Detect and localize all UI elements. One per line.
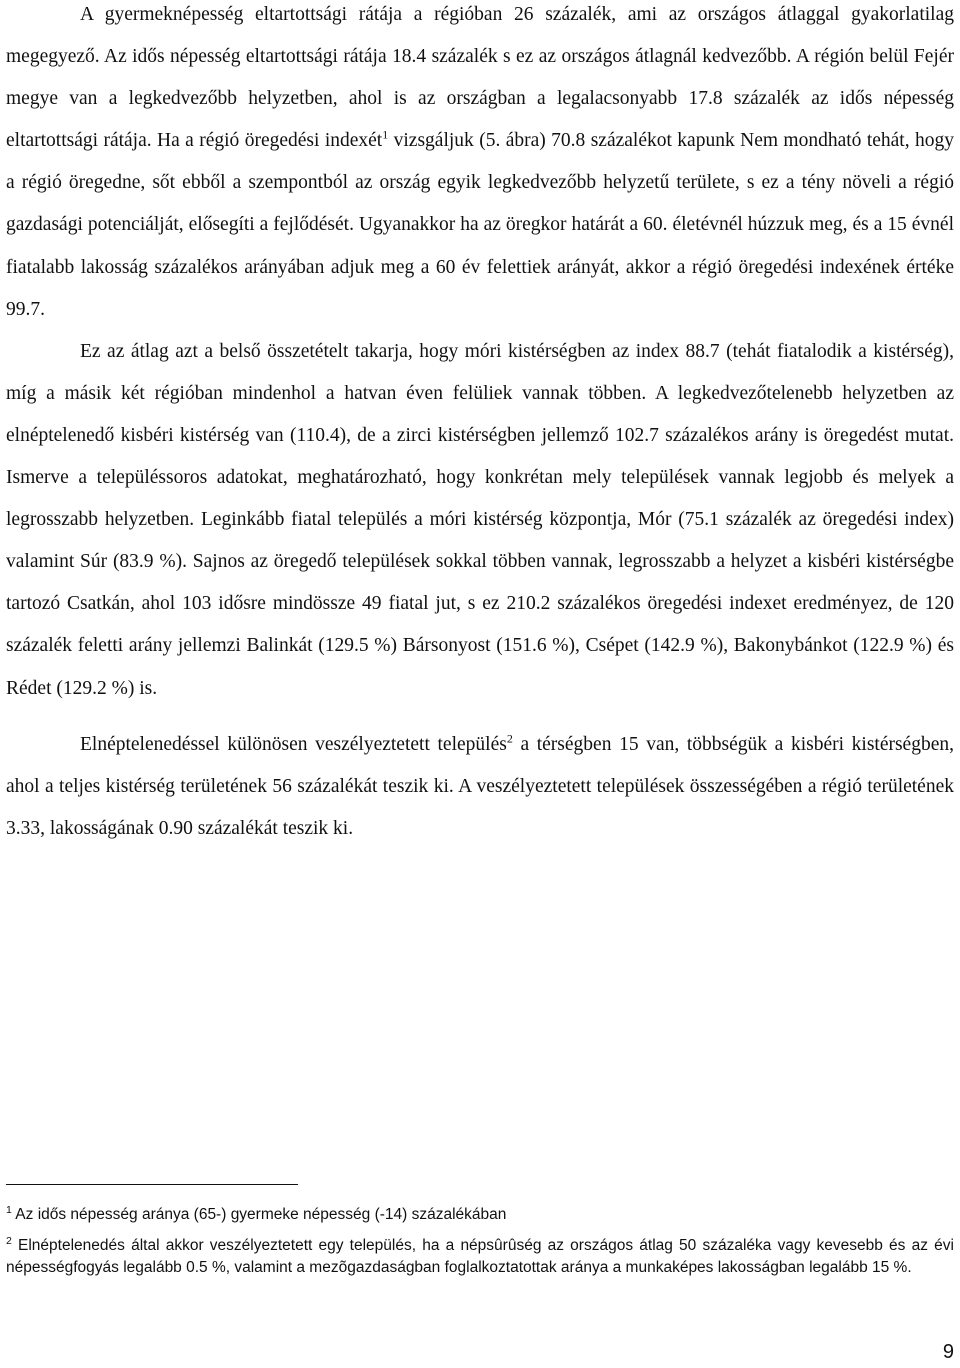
footnote-text: Elnéptelenedés által akkor veszélyeztetett egy település, ha a népsûrûség az országos átlag 50 százaléka vagy kevesebb és az évi népességfogyás legalább 0.5 %, valamint a mezõgazdaságban foglalkoztatottak aránya a munkaképes lakosságban legalább 15 %. xyxy=(6,1237,954,1276)
footnote-text: Az idős népesség aránya (65-) gyermeke népesség (-14) százalékában xyxy=(11,1206,507,1223)
footnote xyxy=(6,1204,954,1226)
footnote-separator xyxy=(6,1184,298,1185)
paragraph-text: Elnéptelenedéssel különösen veszélyeztetett település xyxy=(80,733,507,755)
footnote-number: 2 xyxy=(6,1235,12,1247)
paragraph-text: a térségben 15 van, többségük a kisbéri kistérségben, ahol a teljes kistérség területének 56 százalékát teszik ki. A veszélyeztetett települések összességében a régió területének 3.33, lakosságának 0.90 százalékát teszik ki. xyxy=(6,733,954,839)
footnotes xyxy=(6,1204,954,1279)
paragraph-text: vizsgáljuk (5. ábra) 70.8 százalékot kapunk Nem mondható tehát, hogy a régió öregedne, sőt ebből a szempontból az ország egyik legkedvezőbb helyzetű területe, s ez a tény növeli a régió gazdasági potenciálját, elősegíti a fejlődését. Ugyanakkor ha az öregkor határát a 60. életévnél húzzuk meg, és a 15 évnél fiatalabb lakosság százalékos arányában adjuk meg a 60 év felettiek arányát, akkor a régió öregedési indexének értéke 99.7. xyxy=(6,130,955,320)
footnote-reference: 1 xyxy=(382,127,389,142)
footnote xyxy=(6,1235,954,1279)
paragraph xyxy=(6,724,954,850)
paragraph-text: Ez az átlag azt a belső összetételt takarja, hogy móri kistérségben az index 88.7 (tehát fiatalodik a kistérség), míg a másik két régióban mindenhol a hatvan éven felüliek vannak többen. A legkedvezőtelenebb helyzetben az elnéptelenedő kisbéri kistérség van (110.4), de a zirci kistérségben jellemző 102.7 százalékos arány is öregedést mutat. Ismerve a településsoros adatokat, meghatározható, hogy konkrétan mely települések vannak legjobb és melyek a legrosszabb helyzetben. Leginkább fiatal település a móri kistérség központja, Mór (75.1 százalék az öregedési index) valamint Súr (83.9 %). Sajnos az öregedő települések sokkal többen vannak, legrosszabb a helyzet a kisbéri kistérségbe tartozó Csatkán, ahol 103 idősre mindössze 49 fiatal jut, s ez 210.2 százalékos öregedési indexet eredményez, de 120 százalék feletti arány jellemzi Balinkát (129.5 %) Bársonyost (151.6 %), Csépet (142.9 %), Bakonybánkot (122.9 %) és Rédet (129.2 %) is. xyxy=(6,340,954,699)
paragraph xyxy=(6,331,954,710)
footnote-reference: 2 xyxy=(506,731,513,746)
paragraph-text: A gyermeknépesség eltartottsági rátája a régióban 26 százalék, ami az országos átlaggal gyakorlatilag megegyező. Az idős népesség eltartottsági rátája 18.4 százalék s ez az országos átlagnál kedvezőbb. A régión belül Fejér megye van a legkedvezőbb helyzetben, ahol is az országban a legalacsonyabb 17.8 százalék az idős népesség eltartottsági rátája. Ha a régió öregedési indexét xyxy=(6,4,954,152)
page-number: 9 xyxy=(942,1341,954,1363)
body-text xyxy=(6,0,954,850)
paragraph xyxy=(6,0,954,331)
footnote-number: 1 xyxy=(6,1204,12,1216)
